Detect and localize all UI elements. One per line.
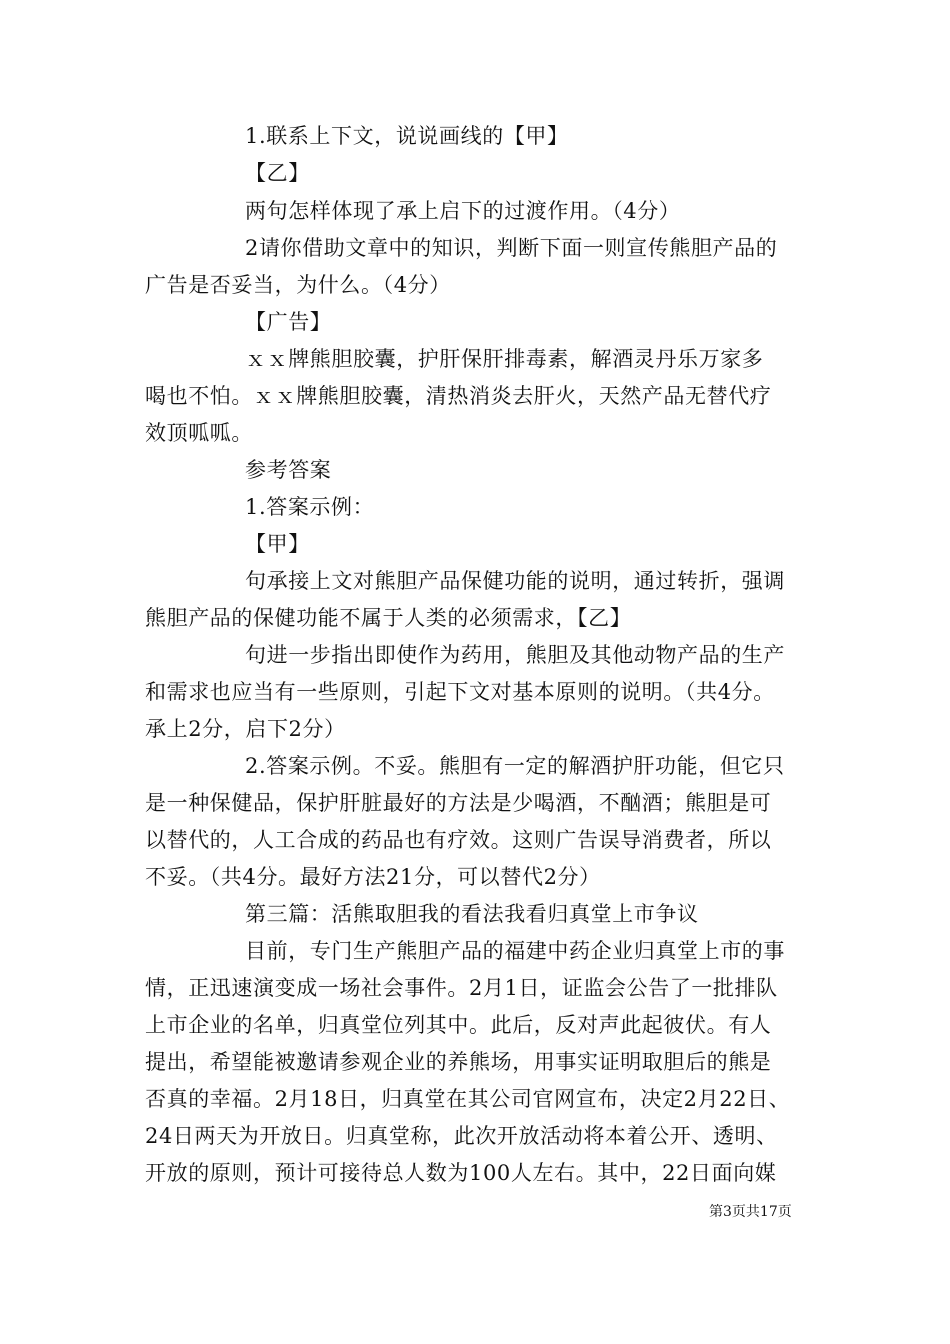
paragraph-line: 24日两天为开放日。归真堂称，此次开放活动将本着公开、透明、 [145, 1124, 778, 1148]
answer-2-text-cont-2: 以替代的，人工合成的药品也有疗效。这则广告误导消费者，所以 [145, 828, 772, 852]
question-1-cont: 两句怎样体现了承上启下的过渡作用。（4分） [245, 199, 681, 223]
answer-1-text: 句承接上文对熊胆产品保健功能的说明，通过转折，强调 [245, 569, 785, 593]
ad-text-cont: 喝也不怕。ｘｘ牌熊胆胶囊，清热消炎去肝火，天然产品无替代疗 [145, 384, 772, 408]
paragraph-line: 开放的原则，预计可接待总人数为100人左右。其中，22日面向媒 [145, 1161, 777, 1185]
answer-1-text-2-cont: 和需求也应当有一些原则，引起下文对基本原则的说明。（共4分。 [145, 680, 775, 704]
question-1: 1.联系上下文，说说画线的【甲】 [245, 124, 569, 148]
paragraph-line: 目前，专门生产熊胆产品的福建中药企业归真堂上市的事 [245, 939, 785, 963]
answer-2-text-cont-1: 是一种保健品，保护肝脏最好的方法是少喝酒，不酗酒；熊胆是可 [145, 791, 772, 815]
question-2-cont: 广告是否妥当，为什么。（4分） [145, 273, 451, 297]
ad-text-end: 效顶呱呱。 [145, 421, 253, 445]
answer-2-score: 不妥。（共4分。最好方法21分，可以替代2分） [145, 865, 601, 889]
ad-label: 【广告】 [245, 310, 332, 334]
paragraph-line: 提出，希望能被邀请参观企业的养熊场，用事实证明取胆后的熊是 [145, 1050, 772, 1074]
answers-heading: 参考答案 [245, 458, 332, 482]
answer-1-text-cont: 熊胆产品的保健功能不属于人类的必须需求，【乙】 [145, 606, 632, 630]
section-3-title: 第三篇：活熊取胆我的看法我看归真堂上市争议 [245, 902, 699, 926]
question-2: 2请你借助文章中的知识，判断下面一则宣传熊胆产品的 [245, 236, 778, 260]
page-number-footer: 第3页共17页 [709, 1204, 792, 1220]
answer-2-text: 2.答案示例。不妥。熊胆有一定的解酒护肝功能，但它只 [245, 754, 785, 778]
marker-jia: 【甲】 [245, 532, 310, 556]
paragraph-line: 情，正迅速演变成一场社会事件。2月1日，证监会公告了一批排队 [145, 976, 778, 1000]
marker-yi: 【乙】 [245, 161, 310, 185]
paragraph-line: 否真的幸福。2月18日，归真堂在其公司官网宣布，决定2月22日、 [145, 1087, 791, 1111]
paragraph-line: 上市企业的名单，归真堂位列其中。此后，反对声此起彼伏。有人 [145, 1013, 772, 1037]
ad-text: ｘｘ牌熊胆胶囊，护肝保肝排毒素，解酒灵丹乐万家多 [245, 347, 764, 371]
answer-1-text-2: 句进一步指出即使作为药用，熊胆及其他动物产品的生产 [245, 643, 785, 667]
answer-1-score: 承上2分，启下2分） [145, 717, 346, 741]
answer-1-label: 1.答案示例： [245, 495, 375, 519]
